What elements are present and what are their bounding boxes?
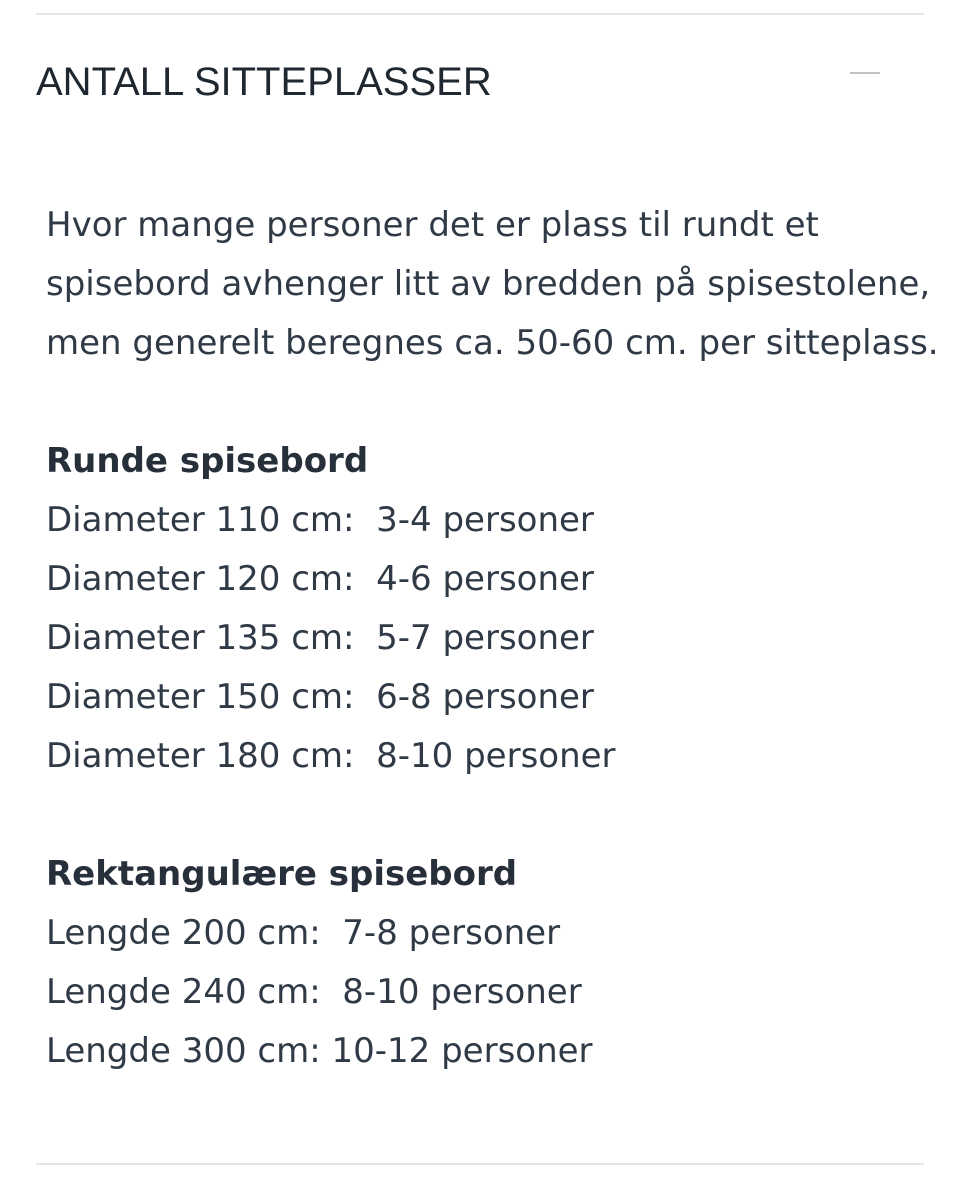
rect-table-row: Lengde 240 cm: 8-10 personer: [46, 972, 582, 1012]
round-table-row: Diameter 150 cm: 6-8 personer: [46, 677, 594, 717]
intro-line: spisebord avhenger litt av bredden på spisestolene,: [46, 264, 931, 304]
round-tables-heading: Runde spisebord: [46, 441, 369, 481]
round-tables-section: [46, 432, 906, 786]
bottom-divider: [36, 1163, 924, 1165]
round-table-row: Diameter 180 cm: 8-10 personer: [46, 736, 616, 776]
round-table-row: Diameter 120 cm: 4-6 personer: [46, 559, 594, 599]
minus-icon-bar: [850, 72, 880, 74]
accordion-title: ANTALL SITTEPLASSER: [36, 60, 492, 104]
intro-paragraph: [46, 196, 939, 373]
round-table-row: Diameter 135 cm: 5-7 personer: [46, 618, 594, 658]
intro-line: men generelt beregnes ca. 50-60 cm. per sitteplass.: [46, 323, 939, 363]
rect-table-row: Lengde 300 cm: 10-12 personer: [46, 1031, 593, 1071]
top-divider: [36, 13, 924, 15]
accordion-header-seating[interactable]: [36, 52, 924, 112]
minus-icon[interactable]: [848, 52, 888, 92]
intro-line: Hvor mange personer det er plass til rundt et: [46, 205, 819, 245]
accordion-content: [46, 196, 939, 1081]
rect-table-row: Lengde 200 cm: 7-8 personer: [46, 913, 561, 953]
rect-tables-heading: Rektangulære spisebord: [46, 854, 518, 894]
rect-tables-section: [46, 845, 906, 1081]
round-table-row: Diameter 110 cm: 3-4 personer: [46, 500, 594, 540]
